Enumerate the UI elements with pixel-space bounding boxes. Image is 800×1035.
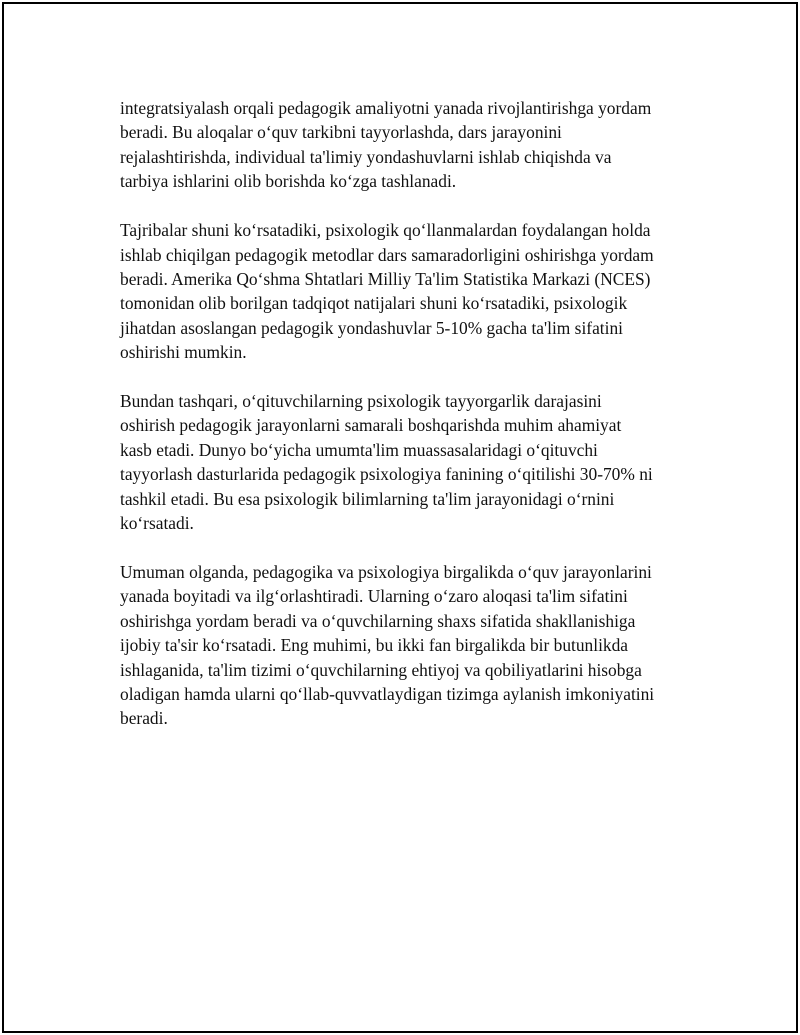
paragraph-line: ishlab chiqilgan pedagogik metodlar dars samaradorligini oshirishga yordam: [120, 244, 654, 265]
paragraph-line: ijobiy ta'sir ko‘rsatadi. Eng muhimi, bu ikki fan birgalikda bir butunlikda: [120, 635, 629, 656]
paragraph-line: yanada boyitadi va ilg‘orlashtiradi. Ularning o‘zaro aloqasi ta'lim sifatini: [120, 586, 628, 607]
paragraph-4: [120, 560, 710, 731]
paragraph-line: oshirishi mumkin.: [120, 342, 247, 363]
paragraph-3: [120, 389, 710, 535]
paragraph-line: tashkil etadi. Bu esa psixologik bilimlarning ta'lim jarayonidagi o‘rnini: [120, 488, 615, 509]
paragraph-line: Bundan tashqari, o‘qituvchilarning psixologik tayyorgarlik darajasini: [120, 391, 602, 412]
paragraph-line: kasb etadi. Dunyo bo‘yicha umumta'lim muassasalaridagi o‘qituvchi: [120, 439, 598, 460]
paragraph-line: tomonidan olib borilgan tadqiqot natijalari shuni ko‘rsatadiki, psixologik: [120, 293, 628, 314]
paragraph-1: [120, 96, 710, 194]
document-body: [120, 96, 710, 755]
paragraph-line: integratsiyalash orqali pedagogik amaliyotni yanada rivojlantirishga yordam: [120, 98, 652, 118]
paragraph-line: beradi.: [120, 708, 168, 729]
paragraph-2: [120, 218, 710, 364]
paragraph-line: Umuman olganda, pedagogika va psixologiya birgalikda o‘quv jarayonlarini: [120, 562, 652, 582]
page-frame: [2, 2, 798, 1033]
paragraph-line: tarbiya ishlarini olib borishda ko‘zga tashlanadi.: [120, 171, 457, 192]
paragraph-line: tayyorlash dasturlarida pedagogik psixologiya fanining o‘qitilishi 30-70% ni: [120, 464, 653, 485]
paragraph-line: oshirishga yordam beradi va o‘quvchilarning shaxs sifatida shakllanishiga: [120, 610, 636, 631]
paragraph-line: oladigan hamda ularni qo‘llab-quvvatlaydigan tizimga aylanish imkoniyatini: [120, 684, 655, 705]
paragraph-line: oshirish pedagogik jarayonlarni samarali boshqarishda muhim ahamiyat: [120, 415, 622, 436]
paragraph-line: beradi. Amerika Qo‘shma Shtatlari Milliy Ta'lim Statistika Markazi (NCES): [120, 268, 651, 289]
paragraph-line: rejalashtirishda, individual ta'limiy yondashuvlarni ishlab chiqishda va: [120, 146, 612, 167]
paragraph-line: Tajribalar shuni ko‘rsatadiki, psixologik qo‘llanmalardan foydalangan holda: [120, 220, 651, 241]
paragraph-line: jihatdan asoslangan pedagogik yondashuvlar 5-10% gacha ta'lim sifatini: [120, 317, 623, 338]
paragraph-line: beradi. Bu aloqalar o‘quv tarkibni tayyorlashda, dars jarayonini: [120, 122, 562, 143]
paragraph-line: ko‘rsatadi.: [120, 513, 194, 534]
paragraph-line: ishlaganida, ta'lim tizimi o‘quvchilarning ehtiyoj va qobiliyatlarini hisobga: [120, 659, 642, 680]
